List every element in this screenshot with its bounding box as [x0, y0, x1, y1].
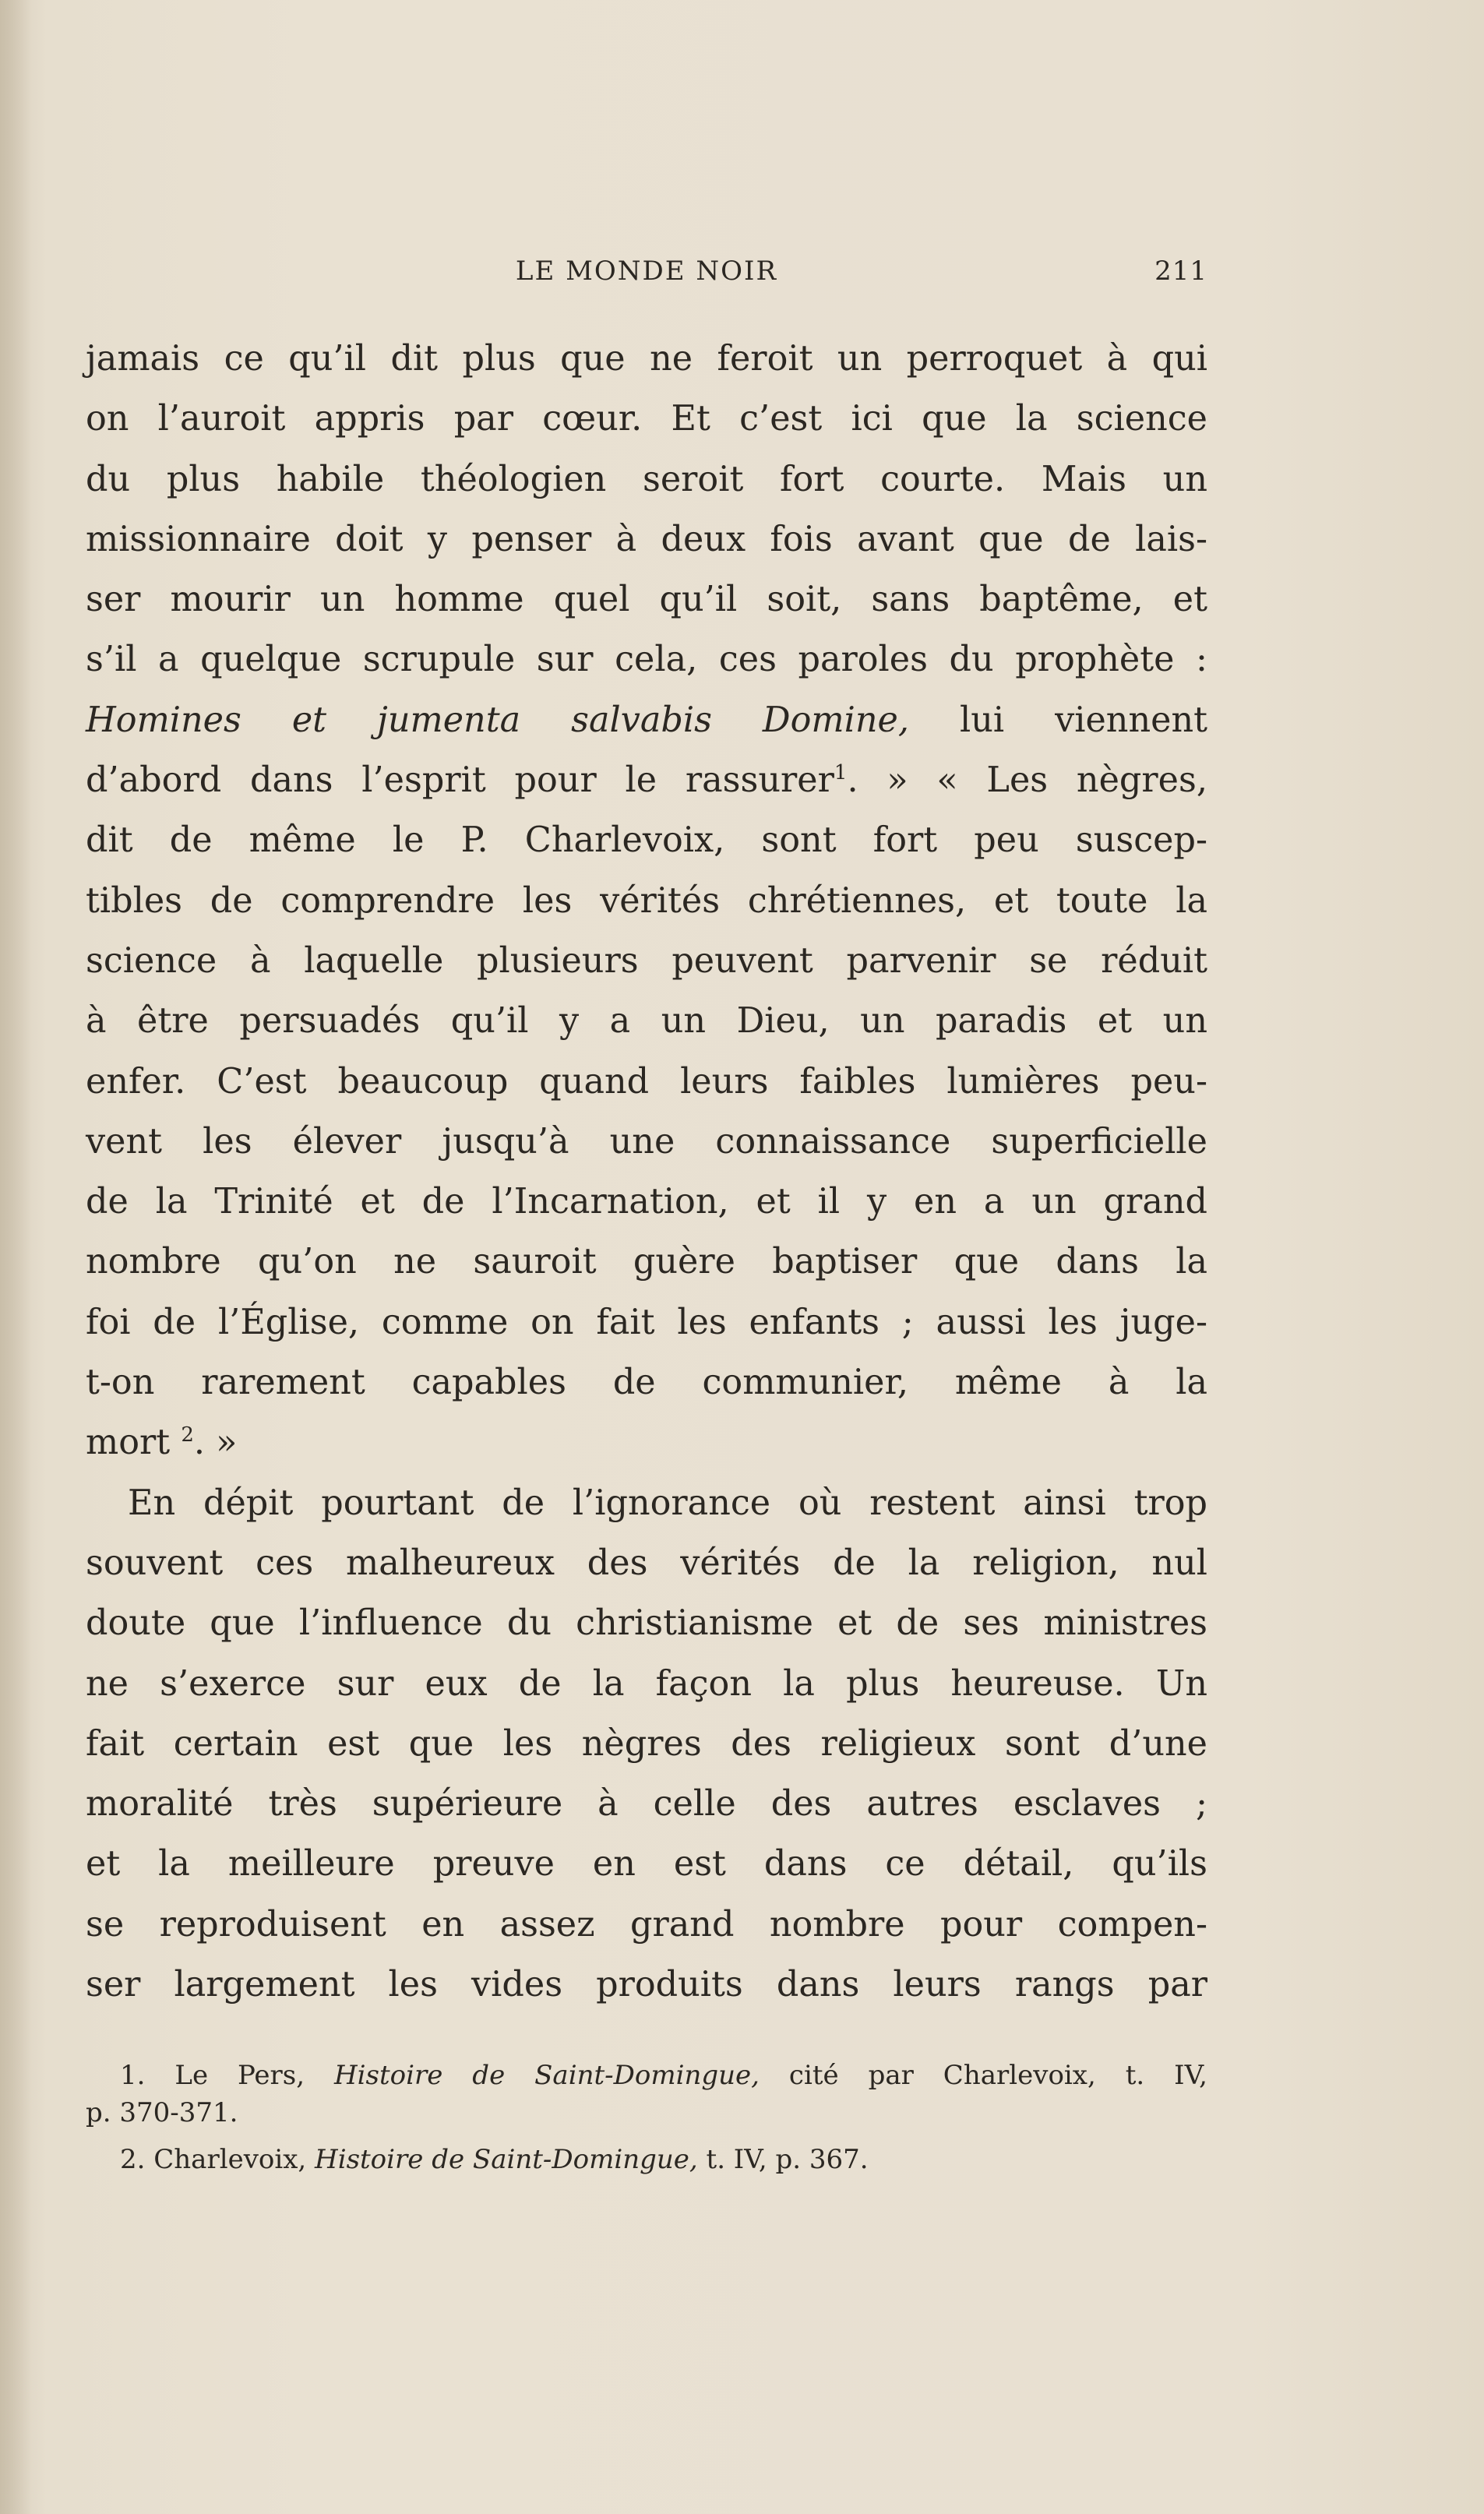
text-run: d’abord dans l’esprit pour le rassurer [86, 760, 834, 801]
text-line: s’il a quelque scrupule sur cela, ces paroles du prophète : [86, 640, 1207, 680]
footnote-text: Le Pers, [174, 2060, 305, 2091]
text-run: mort [86, 1423, 171, 1463]
text-line: doute que l’influence du christianisme et de ses ministres [86, 1603, 1207, 1644]
text-line: souvent ces malheureux des vérités de la religion, nul [86, 1543, 1207, 1583]
text-line: jamais ce qu’il dit plus que ne feroit un perroquet à qui [86, 339, 1207, 379]
text-run: lui viennent [959, 700, 1207, 740]
footnote-ref-1[interactable]: 1 [834, 761, 848, 785]
running-head [86, 256, 1207, 294]
footnote-text: t. IV, p. 367. [706, 2144, 869, 2175]
footnote-text: Charlevoix, [153, 2144, 307, 2175]
page-gutter-shadow [0, 0, 31, 2514]
text-line: nombre qu’on ne sauroit guère baptiser que dans la [86, 1242, 1207, 1282]
text-line: du plus habile théologien seroit fort courte. Mais un [86, 459, 1207, 499]
footnote-line: p. 370-371. [86, 2097, 238, 2128]
text-line [86, 750, 1207, 810]
text-line: tibles de comprendre les vérités chrétiennes, et toute la [86, 880, 1207, 921]
page-number: 211 [1154, 256, 1207, 287]
footnote-title: Histoire de Saint-Domingue, [315, 2144, 698, 2175]
footnote-2 [86, 2141, 1207, 2178]
text-line: et la meilleure preuve en est dans ce détail, qu’ils [86, 1844, 1207, 1885]
text-line: vent les élever jusqu’à une connaissance superficielle [86, 1121, 1207, 1162]
text-line: de la Trinité et de l’Incarnation, et il y en a un grand [86, 1182, 1207, 1222]
text-line: ser largement les vides produits dans leurs rangs par [86, 1965, 1207, 2005]
text-line: dit de même le P. Charlevoix, sont fort peu suscep- [86, 820, 1207, 861]
footnote-text: cité par Charlevoix, t. IV, [788, 2060, 1207, 2091]
footnotes [86, 2057, 1207, 2178]
text-line: fait certain est que les nègres des religieux sont d’une [86, 1723, 1207, 1764]
text-line: foi de l’Église, comme on fait les enfants ; aussi les juge- [86, 1302, 1207, 1342]
footnote-ref-2[interactable]: 2 [181, 1423, 194, 1447]
text-line: science à laquelle plusieurs peuvent parvenir se réduit [86, 940, 1207, 981]
text-line: enfer. C’est beaucoup quand leurs faibles lumières peu- [86, 1061, 1207, 1102]
text-line: moralité très supérieure à celle des autres esclaves ; [86, 1784, 1207, 1825]
text-line: En dépit pourtant de l’ignorance où restent ainsi trop [128, 1483, 1207, 1523]
text-run: . » [193, 1423, 238, 1463]
text-line: se reproduisent en assez grand nombre pour compen- [86, 1904, 1207, 1945]
text-line: on l’auroit appris par cœur. Et c’est ici que la science [86, 399, 1207, 439]
footnote-line [86, 2141, 1207, 2178]
footnote-line [86, 2057, 1207, 2094]
footnote-title: Histoire de Saint-Domingue, [334, 2060, 760, 2091]
text-line: t-on rarement capables de communier, même à la [86, 1363, 1207, 1403]
text-line: à être persuadés qu’il y a un Dieu, un paradis et un [86, 1001, 1207, 1042]
text-run: . » « Les nègres, [847, 760, 1207, 801]
latin-quotation: Homines et jumenta salvabis Domine, [86, 700, 909, 740]
running-title: LE MONDE NOIR [515, 256, 778, 287]
footnote-1 [86, 2057, 1207, 2131]
footnote-number: 1. [120, 2060, 146, 2091]
text-line: missionnaire doit y penser à deux fois avant que de lais- [86, 519, 1207, 559]
text-line: ne s’exerce sur eux de la façon la plus heureuse. Un [86, 1663, 1207, 1704]
text-line [86, 1412, 1207, 1472]
text-line [86, 690, 1207, 750]
body-text [86, 329, 1207, 2015]
text-line: ser mourir un homme quel qu’il soit, sans baptême, et [86, 580, 1207, 620]
footnote-number: 2. [120, 2144, 146, 2175]
